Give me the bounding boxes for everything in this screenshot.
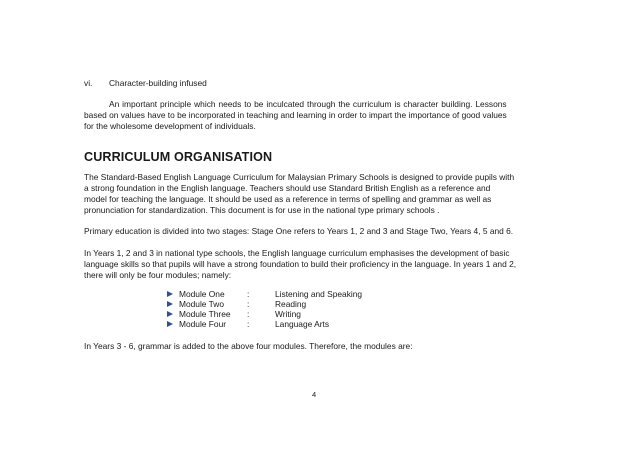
paragraph-line: there will only be four modules; namely:: [84, 270, 232, 280]
triangle-bullet-icon: [167, 311, 173, 317]
section-text-line: based on values have to be incorporated in teaching and learning in order to impart the importance of good values: [84, 110, 507, 120]
module-description: Reading: [275, 299, 307, 309]
module-description: Listening and Speaking: [275, 289, 363, 299]
module-name: Module One: [179, 289, 225, 299]
page-number: 4: [312, 390, 317, 399]
paragraph-line: model for teaching the language. It should be used as a reference in terms of spelling and grammar as well as: [84, 194, 492, 204]
triangle-bullet-icon: [167, 321, 173, 327]
module-separator: :: [247, 309, 250, 319]
paragraph-line: Primary education is divided into two stages: Stage One refers to Years 1, 2 and 3 and Stage Two, Years 4, 5 and 6.: [84, 226, 514, 236]
paragraph-line: The Standard-Based English Language Curriculum for Malaysian Primary Schools is designed to provide pupils with: [84, 172, 515, 182]
section-title: Character-building infused: [109, 78, 207, 88]
module-description: Writing: [275, 309, 301, 319]
section-heading: CURRICULUM ORGANISATION: [84, 150, 273, 164]
paragraph-line: language skills so that pupils will have a strong foundation to build their proficiency in the language. In years 1 and 2,: [84, 259, 517, 269]
triangle-bullet-icon: [167, 301, 173, 307]
paragraph-line: In Years 1, 2 and 3 in national type schools, the English language curriculum emphasises the development of basic: [84, 248, 510, 258]
section-numeral: vi.: [84, 78, 93, 88]
section-text-line: for the wholesome development of individuals.: [84, 121, 256, 131]
module-separator: :: [247, 289, 250, 299]
module-name: Module Two: [179, 299, 225, 309]
paragraph-line: In Years 3 - 6, grammar is added to the above four modules. Therefore, the modules are:: [84, 341, 413, 351]
module-description: Language Arts: [275, 319, 330, 329]
section-text-line: An important principle which needs to be inculcated through the curriculum is character building. Lessons: [109, 99, 507, 109]
module-separator: :: [247, 319, 250, 329]
module-name: Module Three: [179, 309, 231, 319]
paragraph-line: a strong foundation in the English language. Teachers should use Standard British English as a reference and: [84, 183, 491, 193]
paragraph-line: pronunciation for standardization. This document is for use in the national type primary schools .: [84, 205, 440, 215]
module-separator: :: [247, 299, 250, 309]
module-list-item: [167, 319, 467, 330]
triangle-bullet-icon: [167, 291, 173, 297]
module-name: Module Four: [179, 319, 227, 329]
